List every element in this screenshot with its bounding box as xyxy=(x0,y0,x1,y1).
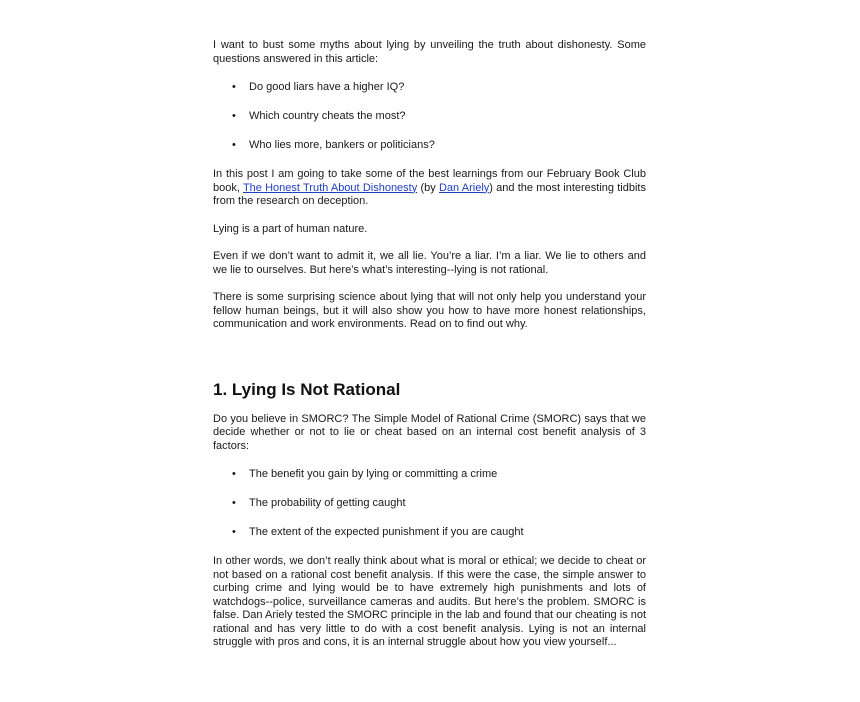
list-item xyxy=(213,468,646,497)
bullet-icon: • xyxy=(232,526,236,538)
factors-list xyxy=(213,468,646,555)
section-heading: 1. Lying Is Not Rational xyxy=(213,379,401,399)
list-item xyxy=(213,526,646,555)
list-item xyxy=(213,139,646,168)
bullet-icon: • xyxy=(232,468,236,480)
smorc-paragraph: Do you believe in SMORC? The Simple Model of Rational Crime (SMORC) says that we decide whether or not to lie or cheat based on an internal cost benefit analysis of 3 factors: xyxy=(213,412,646,452)
intro-paragraph: I want to bust some myths about lying by unveiling the truth about dishonesty. Some questions answered in this article: xyxy=(213,39,646,65)
article-body xyxy=(213,39,646,650)
bullet-icon: • xyxy=(232,139,236,151)
book-paragraph xyxy=(213,168,646,209)
science-paragraph: There is some surprising science about lying that will not only help you understand your fellow human beings, but it will also show you how to have more honest relationships, communication and work environments. Read on to find out why. xyxy=(213,291,646,330)
bullet-icon: • xyxy=(232,110,236,122)
admit-paragraph: Even if we don’t want to admit it, we all lie. You’re a liar. I’m a liar. We lie to others and we lie to ourselves. But here’s what’s interesting--lying is not rational. xyxy=(213,250,646,276)
conclusion-paragraph: In other words, we don’t really think about what is moral or ethical; we decide to cheat or not based on a rational cost benefit analysis. If this were the case, the simple answer to curbing crime and lying would be to have extremely high punishments and lots of watchdogs--police, surveillance cameras and audits. But here’s the problem. SMORC is false. Dan Ariely tested the SMORC principle in the lab and found that our cheating is not rational and has very little to do with a cost benefit analysis. Lying is not an internal struggle with pros and cons, it is an internal struggle about how you view yourself... xyxy=(213,555,646,648)
list-item xyxy=(213,497,646,526)
list-item xyxy=(213,110,646,139)
factor-text: The benefit you gain by lying or committing a crime xyxy=(249,468,498,480)
author-link[interactable]: Dan Ariely xyxy=(438,181,490,194)
question-text: Do good liars have a higher IQ? xyxy=(249,81,405,93)
book-text-middle: (by xyxy=(417,181,439,194)
list-item xyxy=(213,81,646,110)
book-text-before: In this post I am going to take some of the best learnings from our February Book Club book, xyxy=(213,168,646,194)
questions-list xyxy=(213,81,646,168)
book-link[interactable]: The Honest Truth About Dishonesty xyxy=(242,181,418,194)
nature-paragraph: Lying is a part of human nature. xyxy=(213,222,368,235)
factor-text: The probability of getting caught xyxy=(249,497,406,509)
bullet-icon: • xyxy=(232,497,236,509)
question-text: Which country cheats the most? xyxy=(249,110,406,122)
factor-text: The extent of the expected punishment if you are caught xyxy=(249,526,524,538)
bullet-icon: • xyxy=(232,81,236,93)
book-text-after: ) and the most interesting tidbits from the research on deception. xyxy=(213,181,646,207)
question-text: Who lies more, bankers or politicians? xyxy=(249,139,435,151)
